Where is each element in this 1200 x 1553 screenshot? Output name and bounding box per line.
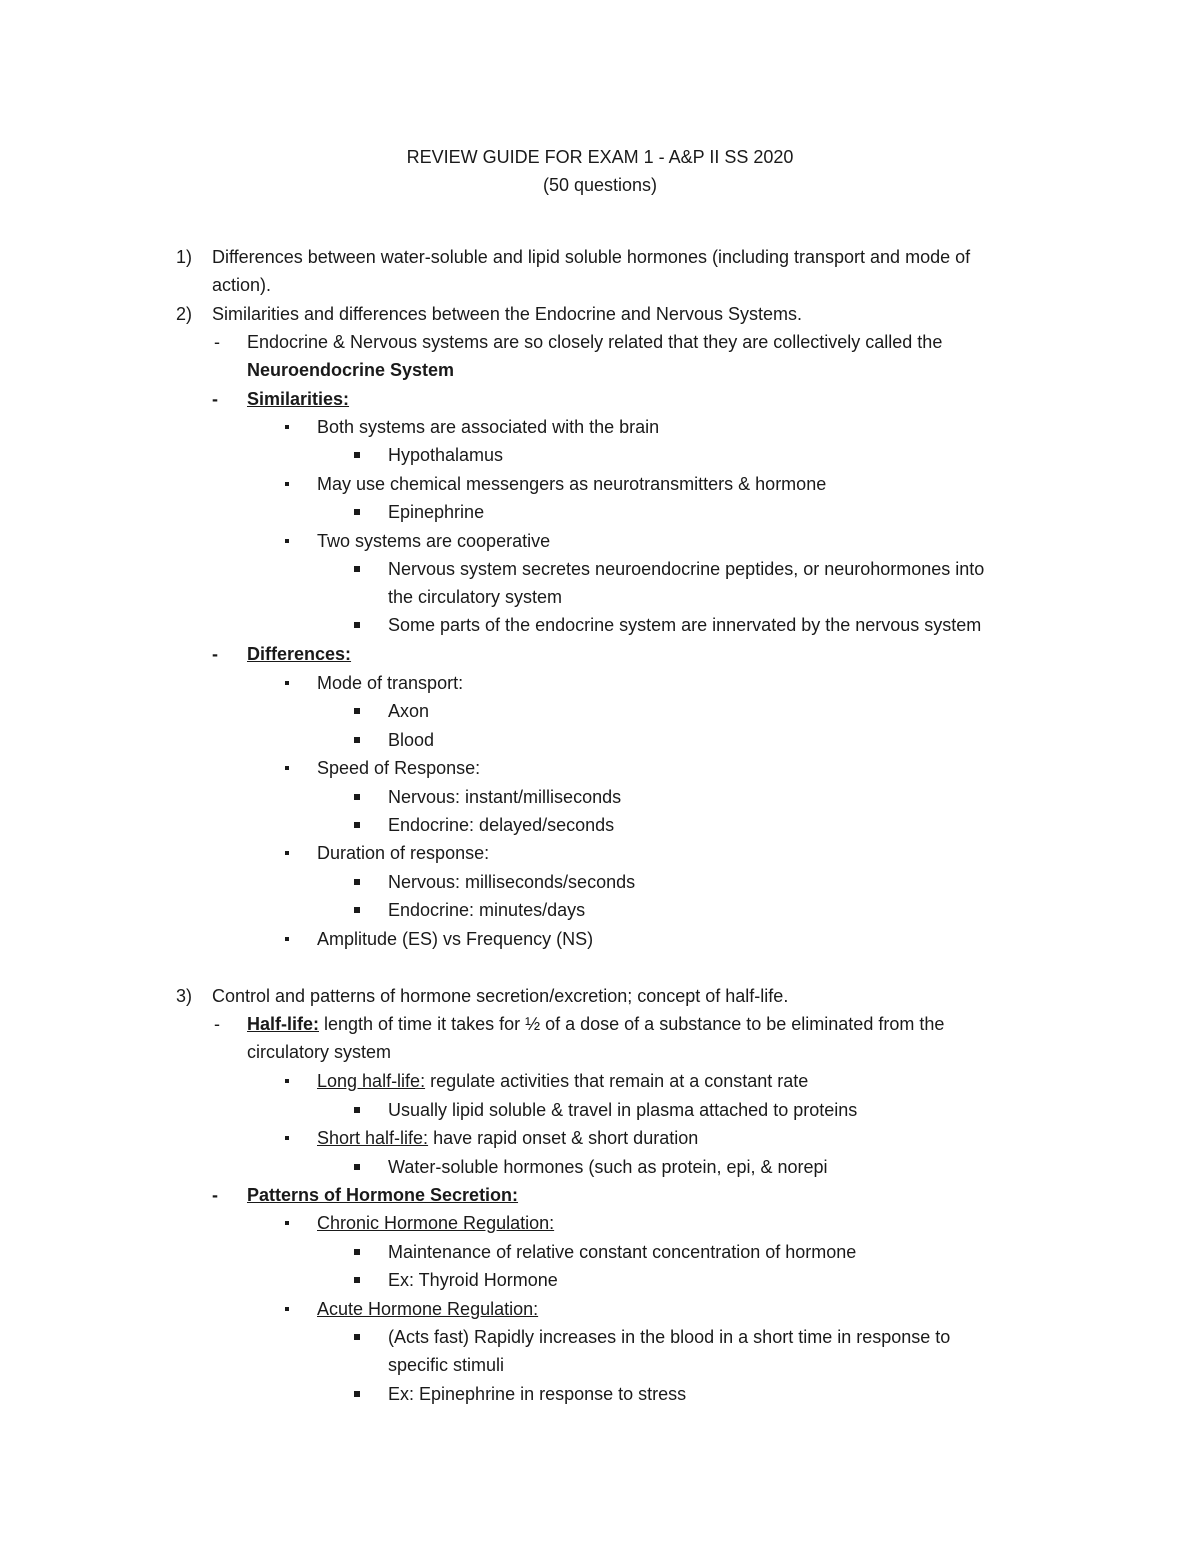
short-half-life-term: Short half-life:	[317, 1128, 429, 1148]
neuroendocrine-system-term: Neuroendocrine System	[247, 360, 455, 380]
bullet-square-icon	[354, 1334, 360, 1340]
list-item: Amplitude (ES) vs Frequency (NS)	[317, 929, 594, 949]
half-life-definition	[247, 1012, 944, 1036]
bullet-square-icon	[354, 879, 360, 885]
list-item: Two systems are cooperative	[317, 531, 551, 551]
list-item: Hypothalamus	[388, 445, 504, 465]
bullet-square-icon	[354, 566, 360, 572]
list-item: Nervous: milliseconds/seconds	[388, 872, 636, 892]
bullet-dot-icon	[285, 1079, 289, 1083]
dash-marker: -	[212, 1185, 218, 1205]
list-item: Maintenance of relative constant concentration of hormone	[388, 1242, 857, 1262]
item-text-continued: action).	[212, 275, 272, 295]
document-subtitle: (50 questions)	[542, 175, 658, 195]
bullet-dot-icon	[285, 1221, 289, 1225]
bullet-dot-icon	[285, 937, 289, 941]
list-item: Water-soluble hormones (such as protein, epi, & norepi	[388, 1157, 828, 1177]
list-item: Nervous system secretes neuroendocrine peptides, or neurohormones into	[388, 559, 985, 579]
list-item: Some parts of the endocrine system are innervated by the nervous system	[388, 615, 982, 635]
list-item: Ex: Thyroid Hormone	[388, 1270, 558, 1290]
bullet-square-icon	[354, 1391, 360, 1397]
bullet-dot-icon	[285, 766, 289, 770]
list-item-continued: specific stimuli	[388, 1355, 505, 1375]
item-text: Similarities and differences between the Endocrine and Nervous Systems.	[212, 304, 802, 324]
item-text: Differences between water-soluble and lipid soluble hormones (including transport and mode of	[212, 247, 971, 267]
bullet-square-icon	[354, 1249, 360, 1255]
bullet-dot-icon	[285, 482, 289, 486]
bullet-square-icon	[354, 1164, 360, 1170]
item-number: 3)	[176, 986, 193, 1006]
differences-heading: Differences:	[247, 644, 352, 664]
bullet-square-icon	[354, 737, 360, 743]
bullet-square-icon	[354, 1107, 360, 1113]
list-item: May use chemical messengers as neurotransmitters & hormone	[317, 474, 827, 494]
bullet-square-icon	[354, 1277, 360, 1283]
list-item: Mode of transport:	[317, 673, 464, 693]
patterns-heading: Patterns of Hormone Secretion:	[247, 1185, 519, 1205]
similarities-heading: Similarities:	[247, 389, 350, 409]
list-item: Both systems are associated with the brain	[317, 417, 660, 437]
bullet-square-icon	[354, 452, 360, 458]
list-item: (Acts fast) Rapidly increases in the blood in a short time in response to	[388, 1327, 951, 1347]
list-item: Speed of Response:	[317, 758, 481, 778]
bullet-square-icon	[354, 822, 360, 828]
list-item: Endocrine: minutes/days	[388, 900, 586, 920]
dash-marker: -	[214, 1014, 220, 1034]
long-half-life-text: regulate activities that remain at a constant rate	[425, 1071, 809, 1091]
list-item: Nervous: instant/milliseconds	[388, 787, 622, 807]
list-item	[317, 1126, 698, 1150]
list-item: Endocrine: delayed/seconds	[388, 815, 615, 835]
bullet-dot-icon	[285, 851, 289, 855]
item-text: Control and patterns of hormone secretion/excretion; concept of half-life.	[212, 986, 789, 1006]
dash-marker: -	[214, 332, 220, 352]
list-item: Usually lipid soluble & travel in plasma attached to proteins	[388, 1100, 858, 1120]
dash-marker: -	[212, 644, 218, 664]
bullet-square-icon	[354, 509, 360, 515]
list-item: Blood	[388, 730, 435, 750]
item-number: 1)	[176, 247, 193, 267]
item-number: 2)	[176, 304, 193, 324]
half-life-definition-continued: circulatory system	[247, 1042, 392, 1062]
bullet-dot-icon	[285, 1136, 289, 1140]
bullet-dot-icon	[285, 425, 289, 429]
bullet-dot-icon	[285, 539, 289, 543]
half-life-definition-text: length of time it takes for ½ of a dose of a substance to be eliminated from the	[319, 1014, 945, 1034]
half-life-term: Half-life:	[247, 1014, 319, 1034]
intro-text: Endocrine & Nervous systems are so closely related that they are collectively called the	[247, 332, 943, 352]
long-half-life-term: Long half-life:	[317, 1071, 426, 1091]
list-item: Ex: Epinephrine in response to stress	[388, 1384, 687, 1404]
acute-regulation-heading: Acute Hormone Regulation:	[317, 1299, 539, 1319]
bullet-square-icon	[354, 907, 360, 913]
list-item-continued: the circulatory system	[388, 587, 563, 607]
document-title: REVIEW GUIDE FOR EXAM 1 - A&P II SS 2020	[406, 147, 794, 167]
bullet-dot-icon	[285, 681, 289, 685]
chronic-regulation-heading: Chronic Hormone Regulation:	[317, 1213, 555, 1233]
bullet-square-icon	[354, 622, 360, 628]
list-item: Duration of response:	[317, 843, 490, 863]
list-item	[317, 1069, 808, 1093]
bullet-square-icon	[354, 708, 360, 714]
bullet-square-icon	[354, 794, 360, 800]
list-item: Epinephrine	[388, 502, 485, 522]
dash-marker: -	[212, 389, 218, 409]
short-half-life-text: have rapid onset & short duration	[428, 1128, 699, 1148]
list-item: Axon	[388, 701, 430, 721]
bullet-dot-icon	[285, 1307, 289, 1311]
